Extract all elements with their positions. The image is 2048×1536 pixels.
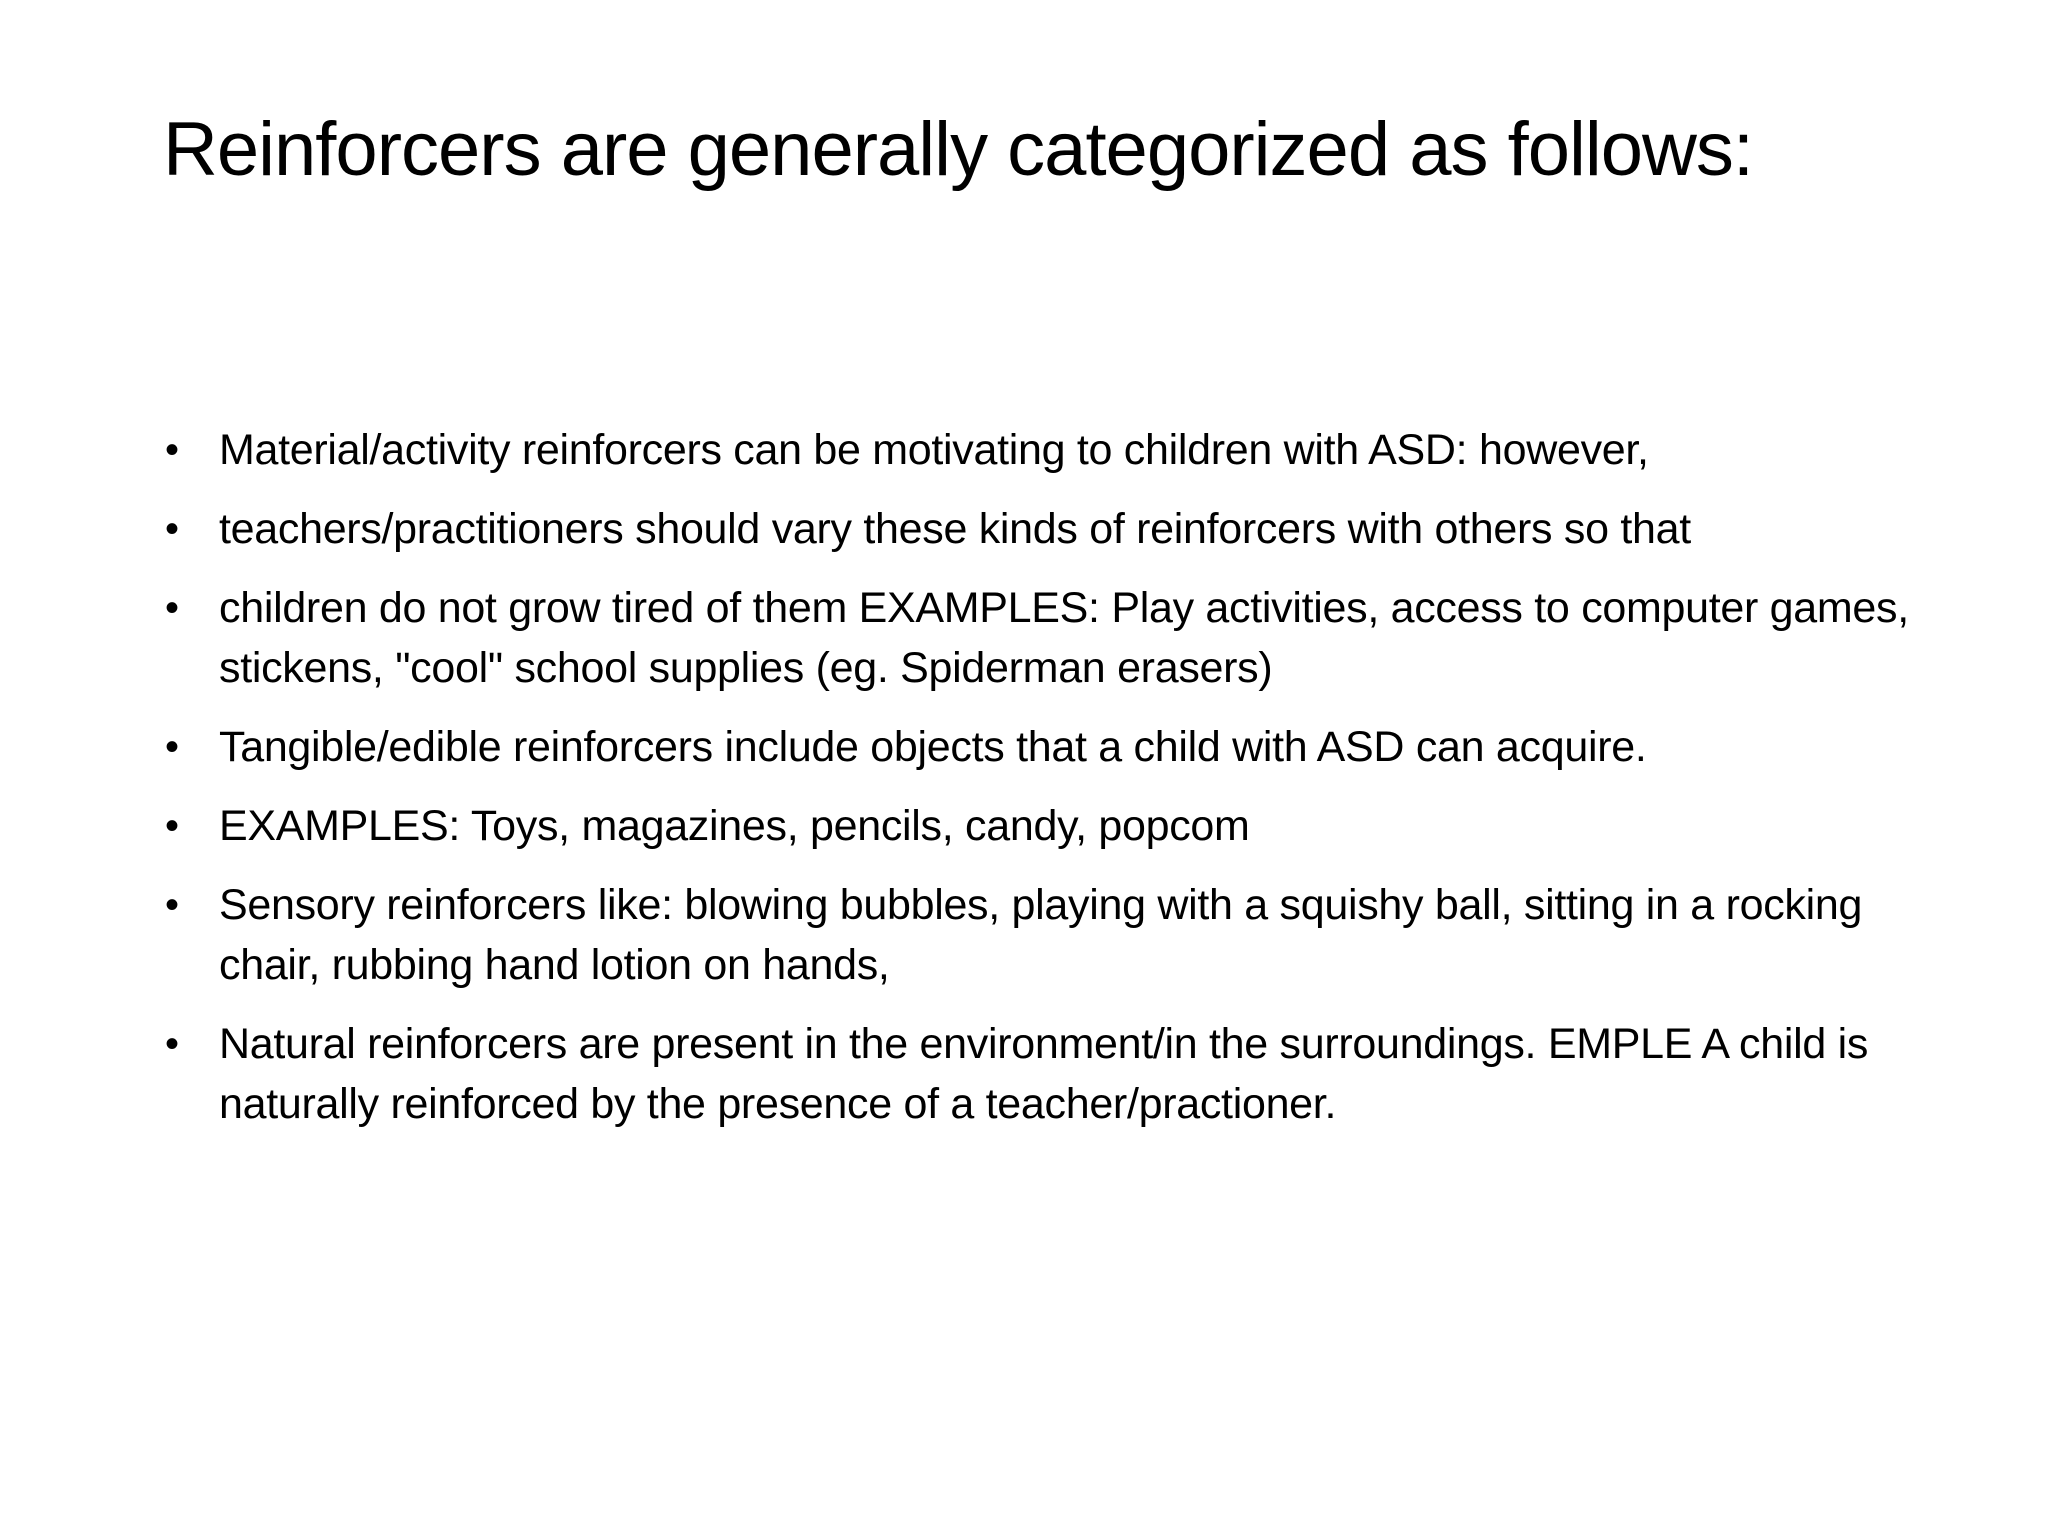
bullet-text: Material/activity reinforcers can be motivating to children with ASD: however, <box>219 426 1649 474</box>
bullet-icon: • <box>165 883 179 927</box>
bullet-list <box>163 420 1923 1153</box>
bullet-item <box>163 578 1923 698</box>
bullet-icon: • <box>165 1022 179 1066</box>
bullet-item <box>163 1014 1923 1134</box>
bullet-icon: • <box>165 428 179 472</box>
bullet-text: Sensory reinforcers like: blowing bubbles, playing with a squishy ball, sitting in a rocking chair, rubbing hand lotion on hands, <box>219 881 1863 989</box>
bullet-icon: • <box>165 725 179 769</box>
bullet-item <box>163 420 1923 480</box>
bullet-text: children do not grow tired of them EXAMPLES: Play activities, access to computer games, stickens, "cool" school supplies (eg. Spiderman erasers) <box>219 584 1909 692</box>
bullet-icon: • <box>165 804 179 848</box>
bullet-icon: • <box>165 507 179 551</box>
bullet-text: Natural reinforcers are present in the environment/in the surroundings. EMPLE A child is naturally reinforced by the presence of a teacher/practioner. <box>219 1020 1869 1128</box>
bullet-icon: • <box>165 586 179 630</box>
bullet-item <box>163 875 1923 995</box>
bullet-item <box>163 499 1923 559</box>
bullet-item <box>163 717 1923 777</box>
bullet-text: Tangible/edible reinforcers include objects that a child with ASD can acquire. <box>219 723 1647 771</box>
bullet-text: EXAMPLES: Toys, magazines, pencils, candy, popcom <box>219 802 1250 850</box>
bullet-item <box>163 796 1923 856</box>
bullet-text: teachers/practitioners should vary these kinds of reinforcers with others so that <box>219 505 1691 553</box>
slide-title: Reinforcers are generally categorized as follows: <box>163 107 1754 192</box>
